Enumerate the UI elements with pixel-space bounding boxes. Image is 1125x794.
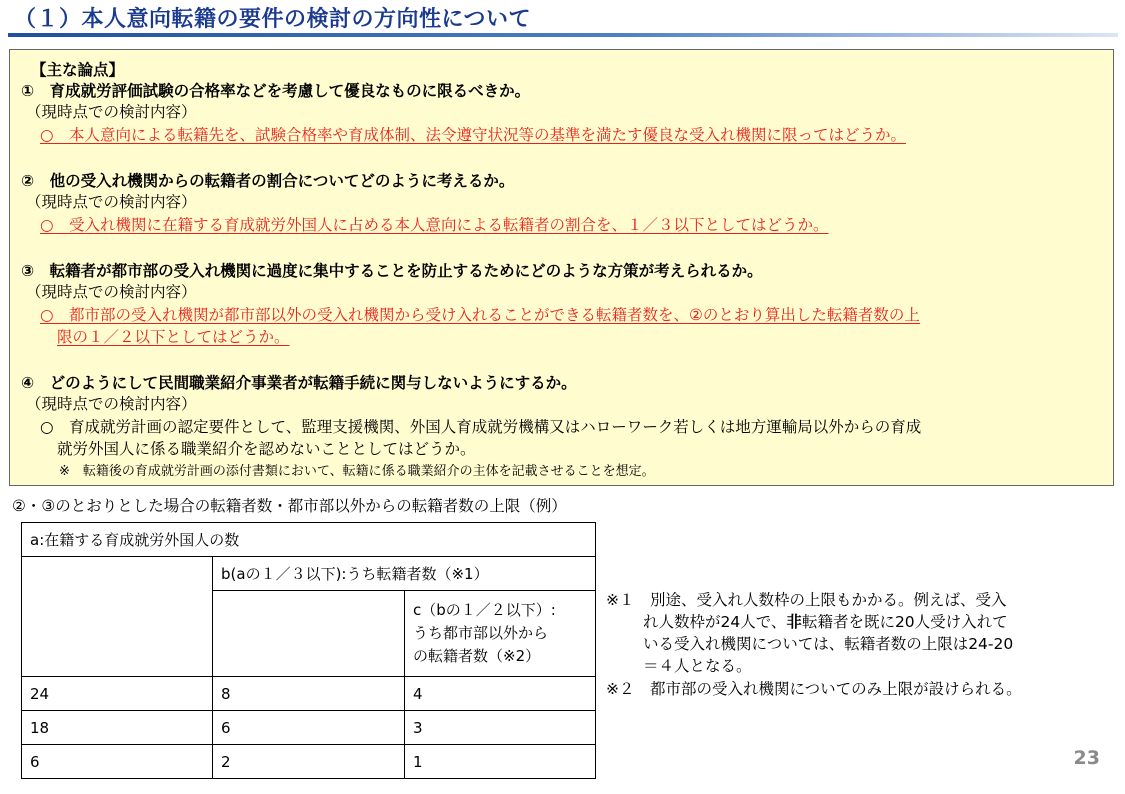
issue-4-status: （現時点での検討内容） bbox=[26, 395, 197, 413]
table-row bbox=[22, 677, 596, 711]
key-issues-box bbox=[9, 49, 1114, 486]
cell-c: 1 bbox=[405, 745, 596, 779]
table-header-row-b bbox=[22, 557, 596, 591]
example-table bbox=[21, 522, 596, 779]
note-1-line3: いる受入れ機関については、転籍者数の上限は24-20 bbox=[643, 635, 1014, 653]
header-b: b(aの１／３以下):うち転籍者数（※1） bbox=[213, 557, 596, 591]
note-1-line2-post: 転籍者を既に20人受け入れて bbox=[801, 613, 1008, 631]
header-a: a:在籍する育成就労外国人の数 bbox=[22, 523, 596, 557]
issue-4-question: ④ どのようにして民間職業紹介事業者が転籍手続に関与しないようにするか。 bbox=[21, 374, 577, 392]
issue-1-status: （現時点での検討内容） bbox=[26, 103, 197, 121]
example-caption: ②・③のとおりとした場合の転籍者数・都市部以外からの転籍者数の上限（例） bbox=[12, 497, 567, 515]
issue-4-answer-line2: 就労外国人に係る職業紹介を認めないこととしてはどうか。 bbox=[57, 440, 476, 458]
cell-c: 3 bbox=[405, 711, 596, 745]
header-a-spacer bbox=[22, 557, 213, 677]
cell-a: 18 bbox=[22, 711, 213, 745]
header-c-line3: の転籍者数（※2） bbox=[413, 647, 541, 665]
cell-a: 6 bbox=[22, 745, 213, 779]
cell-b: 6 bbox=[213, 711, 405, 745]
issue-2-status: （現時点での検討内容） bbox=[26, 193, 197, 211]
note-1-line2 bbox=[643, 611, 1008, 633]
table-header-row-a bbox=[22, 523, 596, 557]
title-underline bbox=[8, 33, 1118, 37]
issue-3-status: （現時点での検討内容） bbox=[26, 283, 197, 301]
cell-a: 24 bbox=[22, 677, 213, 711]
issue-2-question: ② 他の受入れ機関からの転籍者の割合についてどのように考えるか。 bbox=[21, 172, 515, 190]
issue-3-answer-line1: ○ 都市部の受入れ機関が都市部以外の受入れ機関から受け入れることができる転籍者数を、②のとおり算出した転籍者数の上 bbox=[40, 306, 920, 324]
note-2: ※２ 都市部の受入れ機関についてのみ上限が設けられる。 bbox=[606, 680, 1022, 698]
issue-3-question: ③ 転籍者が都市部の受入れ機関に過度に集中することを防止するためにどのような方策が考えられるか。 bbox=[21, 262, 763, 280]
table-row bbox=[22, 711, 596, 745]
note-1-line4: ＝４人となる。 bbox=[643, 657, 752, 675]
header-c-line1: c（bの１／２以下）: bbox=[413, 601, 556, 619]
table-row bbox=[22, 745, 596, 779]
issue-1-question: ① 育成就労評価試験の合格率などを考慮して優良なものに限るべきか。 bbox=[21, 82, 531, 100]
box-heading: 【主な論点】 bbox=[31, 61, 125, 79]
page-number: 23 bbox=[1073, 747, 1100, 769]
issue-2-answer: ○ 受入れ機関に在籍する育成就労外国人に占める本人意向による転籍者の割合を、１／３以下としてはどうか。 bbox=[40, 216, 829, 234]
header-b-spacer bbox=[213, 591, 405, 677]
note-1-line2-pre: れ人数枠が24人で、 bbox=[643, 613, 787, 631]
issue-3-answer-line2: 限の１／２以下としてはどうか。 bbox=[57, 328, 290, 346]
note-1-line1: ※１ 別途、受入れ人数枠の上限もかかる。例えば、受入 bbox=[606, 591, 1007, 609]
header-c bbox=[405, 591, 596, 677]
cell-c: 4 bbox=[405, 677, 596, 711]
header-c-line2: うち都市部以外から bbox=[413, 624, 549, 642]
issue-4-note: ※ 転籍後の育成就労計画の添付書類において、転籍に係る職業紹介の主体を記載させることを想定。 bbox=[59, 464, 655, 479]
cell-b: 2 bbox=[213, 745, 405, 779]
issue-4-answer-line1: ○ 育成就労計画の認定要件として、監理支援機関、外国人育成就労機構又はハローワーク若しくは地方運輸局以外からの育成 bbox=[40, 418, 922, 436]
issue-1-answer: ○ 本人意向による転籍先を、試験合格率や育成体制、法令遵守状況等の基準を満たす優良な受入れ機関に限ってはどうか。 bbox=[40, 126, 907, 144]
page-title: （１）本人意向転籍の要件の検討の方向性について bbox=[14, 7, 532, 32]
note-1-emphasis: 非 bbox=[786, 613, 802, 631]
cell-b: 8 bbox=[213, 677, 405, 711]
